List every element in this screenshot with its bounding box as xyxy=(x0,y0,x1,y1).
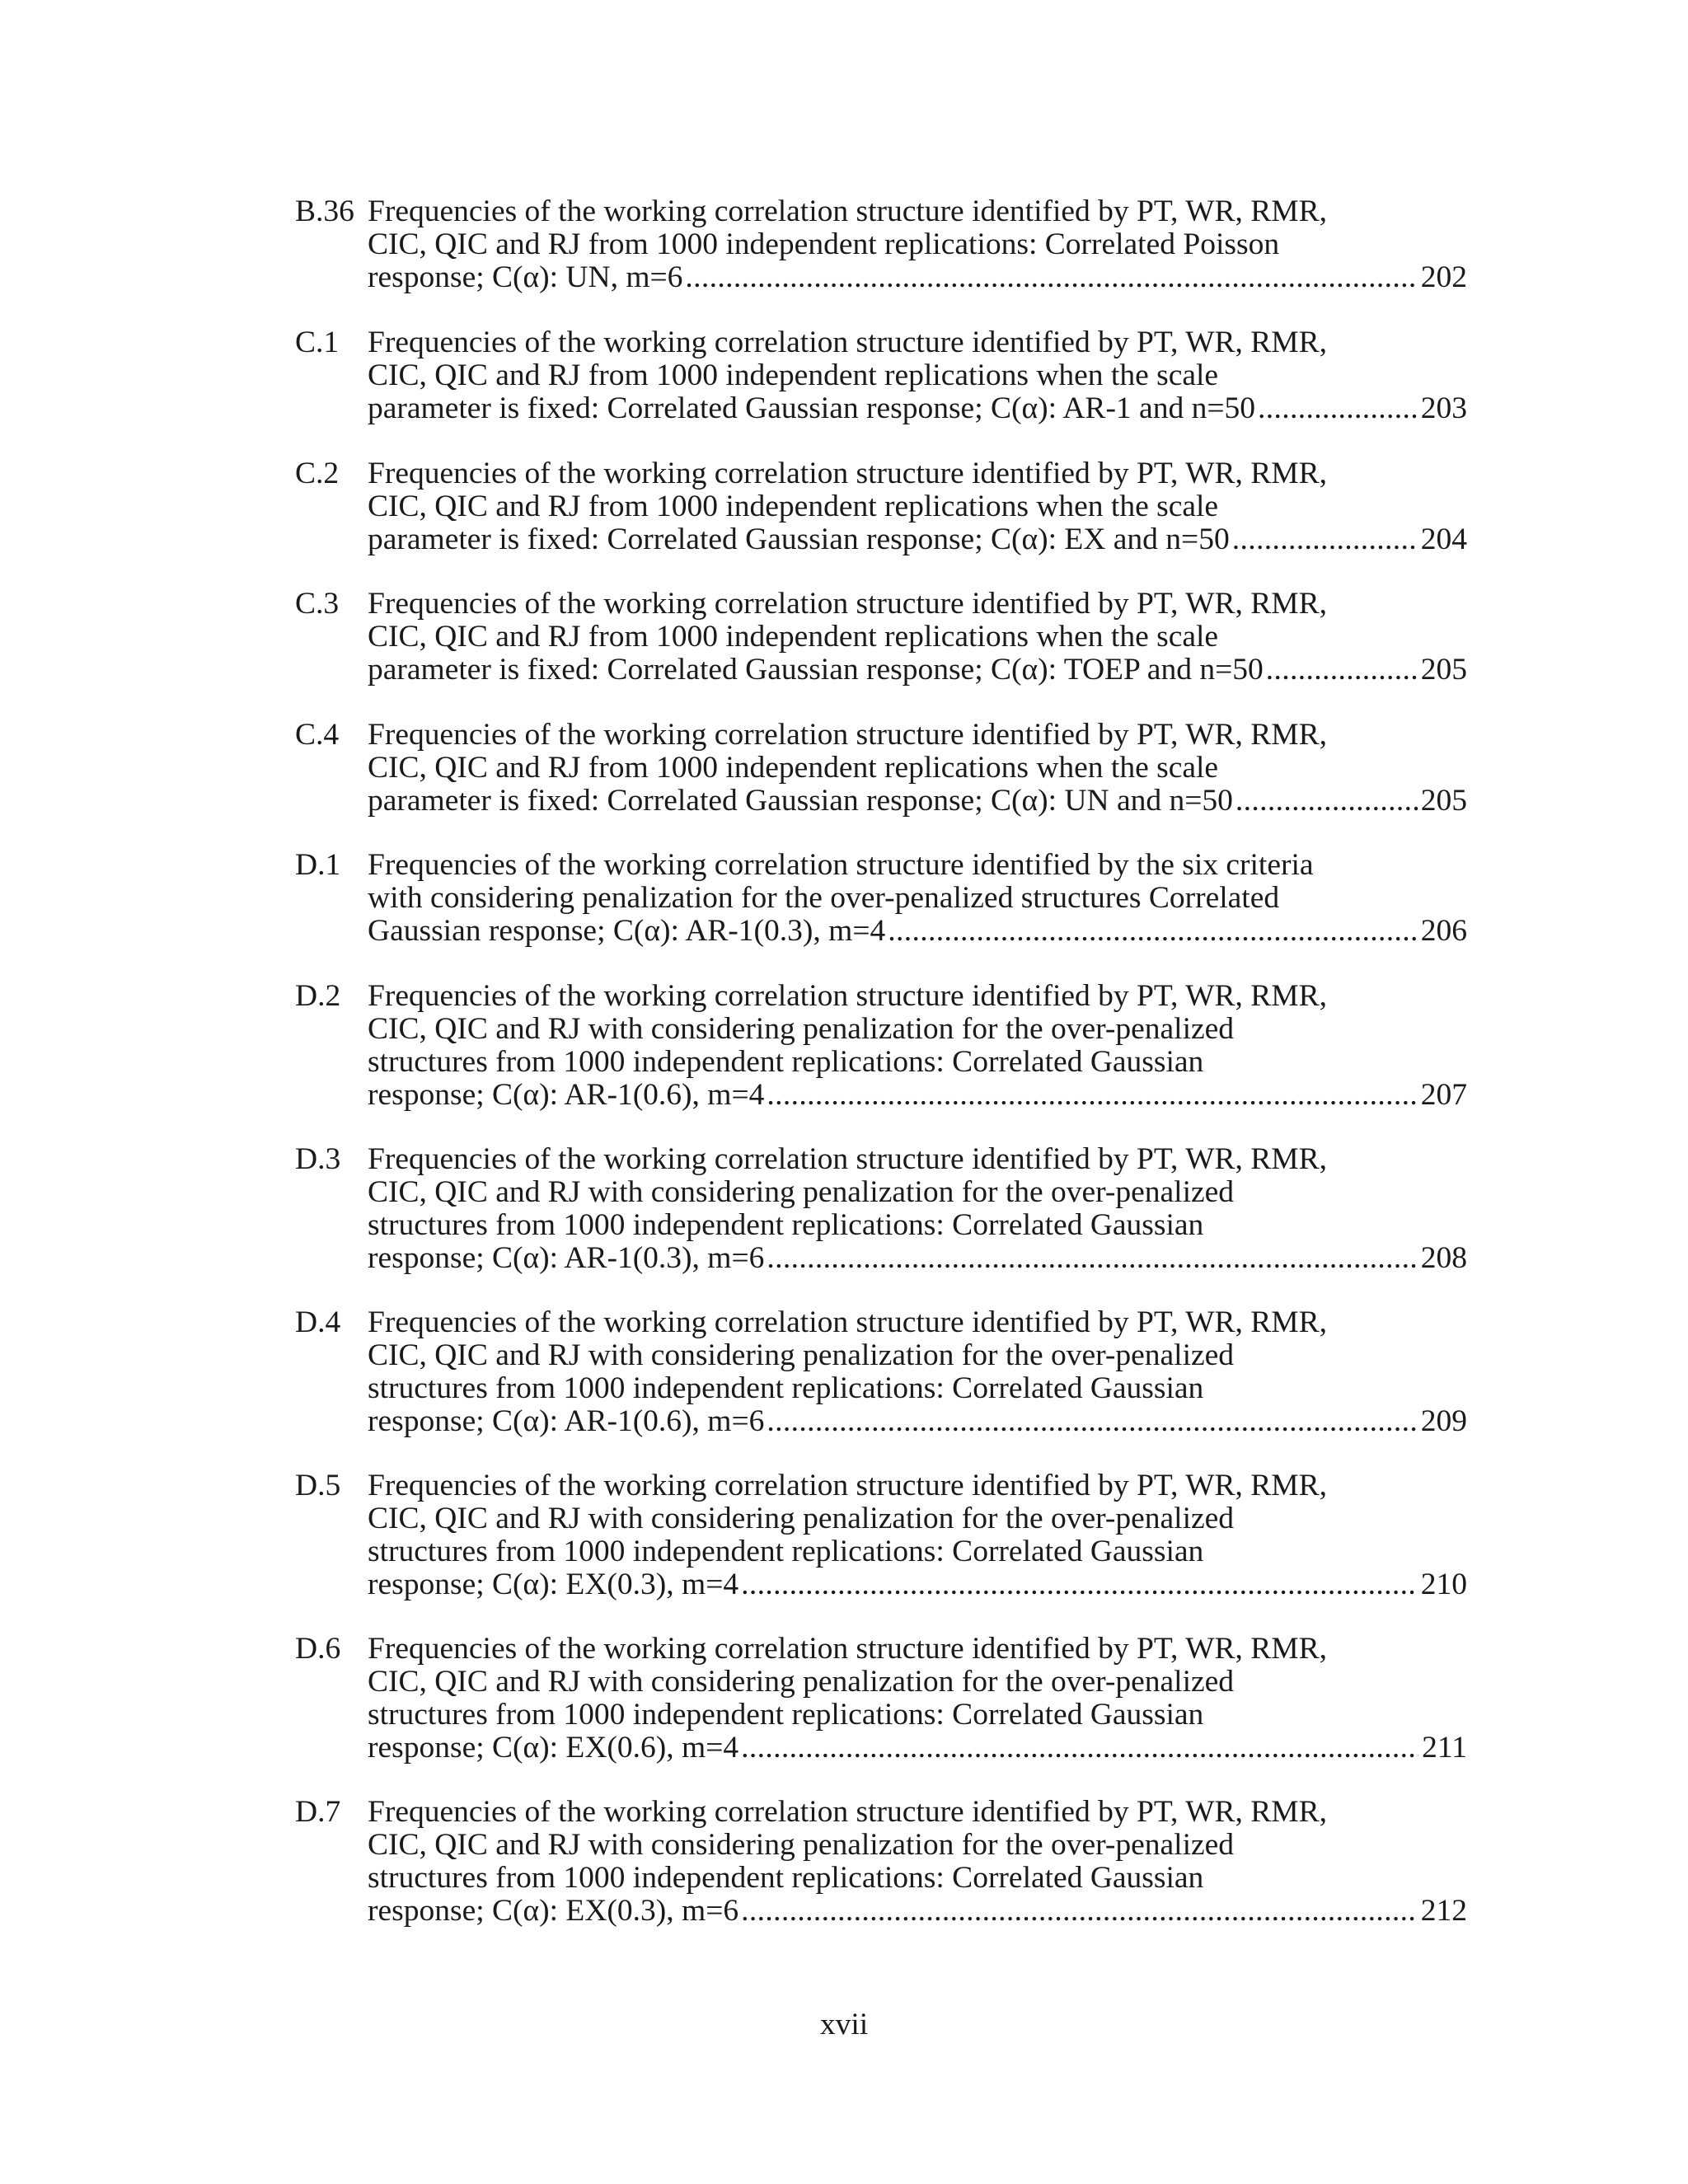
entry-title-line: CIC, QIC and RJ with considering penalization for the over-penalized xyxy=(368,1175,1235,1209)
entry-title-line: CIC, QIC and RJ from 1000 independent replications when the scale xyxy=(368,620,1219,654)
toc-entry-d5[interactable] xyxy=(295,1469,1467,1601)
dot-leader xyxy=(741,1895,1418,1928)
entry-number: D.3 xyxy=(295,1142,341,1176)
entry-title-line: Frequencies of the working correlation structure identified by PT, WR, RMR, xyxy=(368,194,1327,228)
entry-title-line: Frequencies of the working correlation structure identified by PT, WR, RMR, xyxy=(368,1142,1327,1176)
toc-entry-b36[interactable] xyxy=(295,195,1467,294)
entry-title-line: Frequencies of the working correlation structure identified by the six criteria xyxy=(368,848,1314,882)
entry-number: C.4 xyxy=(295,718,340,752)
entry-page-number[interactable]: 203 xyxy=(1420,391,1467,425)
entry-title-last-line: response; C(α): EX(0.6), m=4 xyxy=(368,1731,739,1765)
dot-leader xyxy=(1258,392,1418,425)
entry-page-number[interactable]: 202 xyxy=(1420,260,1467,294)
toc-entry-c2[interactable] xyxy=(295,457,1467,556)
entry-title-line: Frequencies of the working correlation structure identified by PT, WR, RMR, xyxy=(368,1305,1327,1339)
entry-title-last-line: parameter is fixed: Correlated Gaussian response; C(α): UN and n=50 xyxy=(368,784,1233,818)
entry-title-line: CIC, QIC and RJ from 1000 independent replications: Correlated Poisson xyxy=(368,227,1280,261)
entry-title-line: Frequencies of the working correlation structure identified by PT, WR, RMR, xyxy=(368,1795,1327,1829)
dot-leader xyxy=(767,1405,1417,1438)
entry-title-last-line: Gaussian response; C(α): AR-1(0.3), m=4 xyxy=(368,914,886,948)
entry-title-line: Frequencies of the working correlation structure identified by PT, WR, RMR, xyxy=(368,979,1327,1013)
toc-entry-d4[interactable] xyxy=(295,1306,1467,1438)
entry-title-line: structures from 1000 independent replications: Correlated Gaussian xyxy=(368,1045,1204,1079)
entry-title-line: structures from 1000 independent replications: Correlated Gaussian xyxy=(368,1861,1204,1895)
entry-number: D.5 xyxy=(295,1469,341,1502)
entry-page-number[interactable]: 209 xyxy=(1420,1404,1467,1438)
entry-title-last-line: response; C(α): AR-1(0.3), m=6 xyxy=(368,1241,765,1275)
entry-title-last-line: response; C(α): AR-1(0.6), m=6 xyxy=(368,1404,765,1438)
entry-title-last-line: response; C(α): EX(0.3), m=6 xyxy=(368,1894,739,1928)
entry-page-number[interactable]: 212 xyxy=(1420,1894,1467,1928)
entry-title-line: CIC, QIC and RJ from 1000 independent replications when the scale xyxy=(368,751,1219,785)
entry-title-last-line: response; C(α): AR-1(0.6), m=4 xyxy=(368,1078,765,1112)
entry-title-line: Frequencies of the working correlation structure identified by PT, WR, RMR, xyxy=(368,718,1327,752)
entry-number: D.4 xyxy=(295,1305,341,1339)
dot-leader xyxy=(767,1079,1417,1112)
entry-title-last-line: response; C(α): UN, m=6 xyxy=(368,260,683,294)
entry-page-number[interactable]: 207 xyxy=(1420,1078,1467,1112)
entry-title-last-line: parameter is fixed: Correlated Gaussian response; C(α): AR-1 and n=50 xyxy=(368,391,1255,425)
page-footer-number: xvii xyxy=(819,2008,869,2041)
entry-number: D.2 xyxy=(295,979,341,1013)
toc-entry-c4[interactable] xyxy=(295,719,1467,818)
entry-title-line: CIC, QIC and RJ with considering penalization for the over-penalized xyxy=(368,1502,1235,1535)
entry-title-last-line: response; C(α): EX(0.3), m=4 xyxy=(368,1568,739,1601)
entry-title-last-line: parameter is fixed: Correlated Gaussian response; C(α): TOEP and n=50 xyxy=(368,653,1264,687)
entry-title-line: Frequencies of the working correlation structure identified by PT, WR, RMR, xyxy=(368,1469,1327,1502)
entry-page-number[interactable]: 210 xyxy=(1420,1568,1467,1601)
entry-page-number[interactable]: 204 xyxy=(1420,523,1467,556)
entry-number: C.1 xyxy=(295,326,340,359)
entry-page-number[interactable]: 211 xyxy=(1422,1731,1467,1765)
entry-title-last-line: parameter is fixed: Correlated Gaussian response; C(α): EX and n=50 xyxy=(368,523,1230,556)
toc-entry-d2[interactable] xyxy=(295,980,1467,1112)
dot-leader xyxy=(741,1732,1418,1765)
entry-page-number[interactable]: 205 xyxy=(1420,784,1467,818)
entry-title-line: CIC, QIC and RJ with considering penalization for the over-penalized xyxy=(368,1012,1235,1046)
entry-number: D.6 xyxy=(295,1632,341,1666)
entry-title-line: structures from 1000 independent replications: Correlated Gaussian xyxy=(368,1208,1204,1242)
dot-leader xyxy=(1232,523,1418,556)
dot-leader xyxy=(767,1242,1417,1275)
dot-leader xyxy=(1266,654,1418,687)
entry-title-line: with considering penalization for the over-penalized structures Correlated xyxy=(368,881,1280,915)
entry-title-line: Frequencies of the working correlation structure identified by PT, WR, RMR, xyxy=(368,587,1327,621)
toc-entry-d3[interactable] xyxy=(295,1143,1467,1275)
entry-page-number[interactable]: 205 xyxy=(1420,653,1467,687)
dot-leader xyxy=(888,915,1418,948)
entry-title-line: Frequencies of the working correlation structure identified by PT, WR, RMR, xyxy=(368,457,1327,490)
entry-title-line: structures from 1000 independent replications: Correlated Gaussian xyxy=(368,1371,1204,1405)
entry-title-line: CIC, QIC and RJ from 1000 independent replications when the scale xyxy=(368,359,1219,392)
entry-title-line: CIC, QIC and RJ with considering penalization for the over-penalized xyxy=(368,1828,1235,1862)
entry-number: C.2 xyxy=(295,457,340,490)
entry-title-line: CIC, QIC and RJ with considering penalization for the over-penalized xyxy=(368,1665,1235,1699)
entry-title-line: structures from 1000 independent replications: Correlated Gaussian xyxy=(368,1698,1204,1732)
toc-entry-d7[interactable] xyxy=(295,1796,1467,1928)
entry-title-line: Frequencies of the working correlation structure identified by PT, WR, RMR, xyxy=(368,1632,1327,1666)
entry-page-number[interactable]: 206 xyxy=(1420,914,1467,948)
entry-title-line: Frequencies of the working correlation structure identified by PT, WR, RMR, xyxy=(368,326,1327,359)
dot-leader xyxy=(685,261,1417,294)
entry-number: B.36 xyxy=(295,194,354,228)
entry-number: D.7 xyxy=(295,1795,341,1829)
entry-page-number[interactable]: 208 xyxy=(1420,1241,1467,1275)
entry-title-line: CIC, QIC and RJ with considering penalization for the over-penalized xyxy=(368,1338,1235,1372)
dot-leader xyxy=(741,1568,1418,1601)
entry-title-line: structures from 1000 independent replications: Correlated Gaussian xyxy=(368,1535,1204,1568)
dot-leader xyxy=(1236,785,1418,818)
entry-number: D.1 xyxy=(295,848,341,882)
entry-number: C.3 xyxy=(295,587,340,621)
toc-entry-d1[interactable] xyxy=(295,849,1467,948)
toc-entry-c1[interactable] xyxy=(295,326,1467,425)
toc-entry-c3[interactable] xyxy=(295,588,1467,687)
entry-title-line: CIC, QIC and RJ from 1000 independent replications when the scale xyxy=(368,490,1219,523)
toc-entry-d6[interactable] xyxy=(295,1633,1467,1765)
